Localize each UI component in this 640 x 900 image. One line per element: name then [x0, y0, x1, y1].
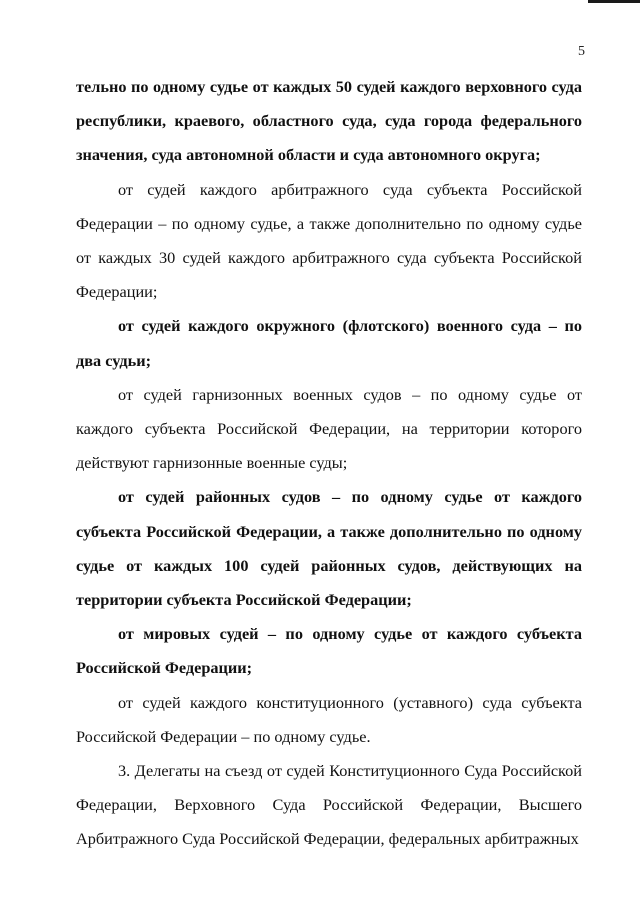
- paragraph-7: от судей каждого конституционного (уставного) суда субъекта Российской Федерации – по одному судье.: [76, 692, 582, 746]
- paragraph-2: от судей каждого арбитражного суда субъекта Российской Федерации – по одному судье, а также дополнительно по одному судье от каждых 30 судей каждого арбитражного суда субъекта Российской Федерации;: [76, 179, 582, 302]
- paragraph-6: от мировых судей – по одному судье от каждого субъекта Российской Федерации;: [76, 624, 582, 678]
- page-number: 5: [578, 44, 585, 59]
- document-body: [76, 70, 582, 857]
- paragraph-4: от судей гарнизонных военных судов – по одному судье от каждого субъекта Российской Федерации, на территории которого действуют гарнизонные военные суды;: [76, 384, 582, 473]
- paragraph-5: от судей районных судов – по одному судье от каждого субъекта Российской Федерации, а также дополнительно по одному судье от каждых 100 судей районных судов, действующих на территории субъекта Российской Федерации;: [76, 487, 582, 610]
- paragraph-1: тельно по одному судье от каждых 50 судей каждого верховного суда республики, краевого, областного суда, суда города федерального значения, суда автономной области и суда автономного округа;: [76, 77, 582, 165]
- paragraph-8: 3. Делегаты на съезд от судей Конституционного Суда Российской Федерации, Верховного Суда Российской Федерации, Высшего Арбитражного Суда Российской Федерации, федеральных арбитражных: [76, 761, 582, 849]
- corner-rule: [588, 0, 640, 3]
- paragraph-3: от судей каждого окружного (флотского) военного суда – по два судьи;: [76, 316, 582, 370]
